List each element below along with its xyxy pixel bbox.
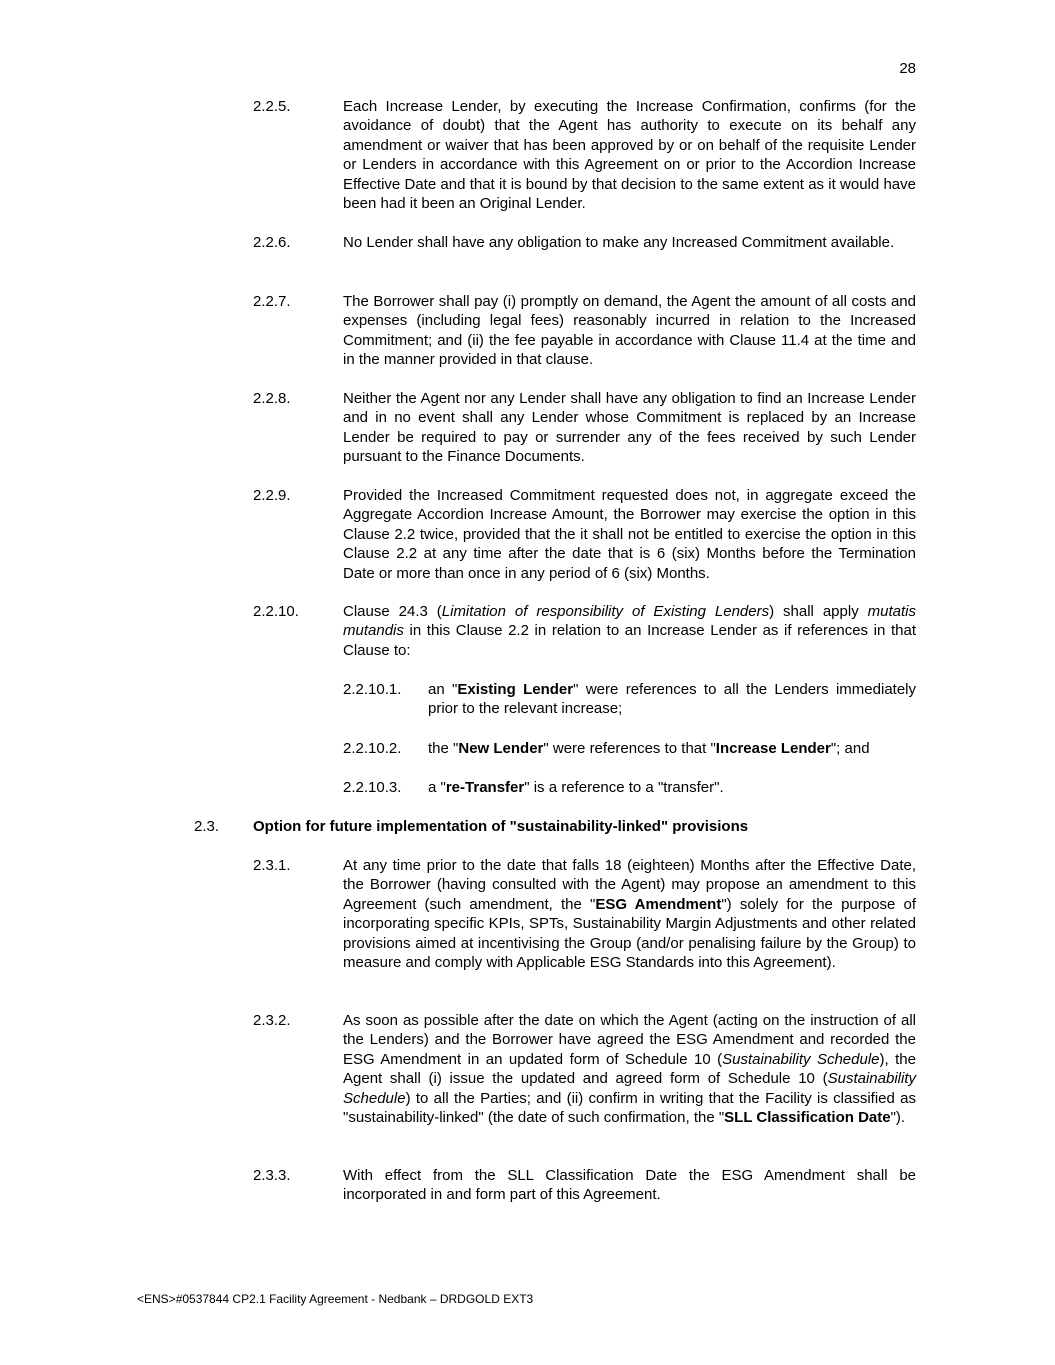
clause-text: With effect from the SLL Classification Date the ESG Amendment shall be incorporated in and form part of this Agreement. [343, 1167, 916, 1204]
clause-number: 2.2.10. [253, 603, 299, 620]
clause-2-3-3 [253, 1166, 916, 1205]
clause-text: an "Existing Lender" were references to all the Lenders immediately prior to the relevant increase; [428, 681, 917, 718]
clause-2-2-10-3 [343, 778, 916, 797]
clause-text: a "re-Transfer" is a reference to a "transfer". [428, 779, 724, 796]
clause-2-2-8 [253, 389, 916, 467]
clause-2-3-1 [253, 856, 916, 972]
clause-number: 2.2.6. [253, 234, 291, 251]
clause-text: Each Increase Lender, by executing the Increase Confirmation, confirms (for the avoidance of doubt) that the Agent has authority to execute on its behalf any amendment or waiver that has been approved by or on behalf of the requisite Lender or Lenders in accordance with this Agreement on or prior to the Accordion Increase Effective Date and that it is bound by that decision to the same extent as it would have been had it been an Original Lender. [343, 98, 916, 213]
clause-text: At any time prior to the date that falls 18 (eighteen) Months after the Effective Date, the Borrower (having consulted with the Agent) may propose an amendment to this Agreement (such amendment, the "ESG Amendment") solely for the purpose of incorporating specific KPIs, SPTs, Sustainability Margin Adjustments and other related provisions aimed at incentivising the Group (and/or penalising failure by the Group) to measure and comply with Applicable ESG Standards into this Agreement). [343, 857, 916, 972]
clause-2-2-10-2 [343, 739, 916, 758]
clause-number: 2.3.1. [253, 857, 291, 874]
section-heading-2-3 [194, 817, 916, 836]
clause-text: Clause 24.3 (Limitation of responsibility of Existing Lenders) shall apply mutatis mutandis in this Clause 2.2 in relation to an Increase Lender as if references in that Clause to: [343, 603, 916, 659]
clause-2-3-2 [253, 1011, 916, 1127]
clause-2-2-6 [253, 233, 916, 252]
clause-number: 2.2.7. [253, 293, 291, 310]
clause-2-2-7 [253, 292, 916, 370]
clause-number: 2.2.10.3. [343, 779, 402, 796]
document-footer: <ENS>#0537844 CP2.1 Facility Agreement - Nedbank – DRDGOLD EXT3 [137, 1292, 534, 1306]
clause-2-2-10 [253, 602, 916, 660]
clause-text: As soon as possible after the date on which the Agent (acting on the instruction of all the Lenders) and the Borrower have agreed the ESG Amendment and recorded the ESG Amendment in an updated form of Schedule 10 (Sustainability Schedule), the Agent shall (i) issue the updated and agreed form of Schedule 10 (Sustainability Schedule) to all the Parties; and (ii) confirm in writing that the Facility is classified as "sustainability-linked" (the date of such confirmation, the "SLL Classification Date"). [343, 1012, 916, 1127]
clause-text: Neither the Agent nor any Lender shall have any obligation to find an Increase Lender and in no event shall any Lender whose Commitment is replaced by an Increase Lender be required to pay or surrender any of the fees received by such Lender pursuant to the Finance Documents. [343, 390, 916, 466]
clause-number: 2.2.10.2. [343, 740, 402, 757]
clause-number: 2.2.9. [253, 487, 291, 504]
clause-text: Provided the Increased Commitment requested does not, in aggregate exceed the Aggregate Accordion Increase Amount, the Borrower may exercise the option in this Clause 2.2 twice, provided that the it shall not be entitled to exercise the option in this Clause 2.2 at any time after the date that is 6 (six) Months before the Termination Date or more than once in any period of 6 (six) Months. [343, 487, 916, 582]
clause-number: 2.3.3. [253, 1167, 291, 1184]
clause-2-2-10-1 [343, 680, 916, 719]
clause-2-2-5 [253, 97, 916, 213]
section-number: 2.3. [194, 818, 220, 835]
section-title: Option for future implementation of "sustainability-linked" provisions [253, 818, 749, 835]
clause-number: 2.3.2. [253, 1012, 291, 1029]
clause-text: the "New Lender" were references to that "Increase Lender"; and [428, 740, 870, 757]
page-number: 28 [899, 60, 916, 77]
clause-text: No Lender shall have any obligation to make any Increased Commitment available. [343, 234, 895, 251]
clause-number: 2.2.8. [253, 390, 291, 407]
clause-number: 2.2.10.1. [343, 681, 402, 698]
clause-2-2-9 [253, 486, 916, 583]
clause-number: 2.2.5. [253, 98, 291, 115]
clause-text: The Borrower shall pay (i) promptly on demand, the Agent the amount of all costs and expenses (including legal fees) reasonably incurred in relation to the Increased Commitment; and (ii) the fee payable in accordance with Clause 11.4 at the time and in the manner provided in that clause. [343, 293, 916, 369]
